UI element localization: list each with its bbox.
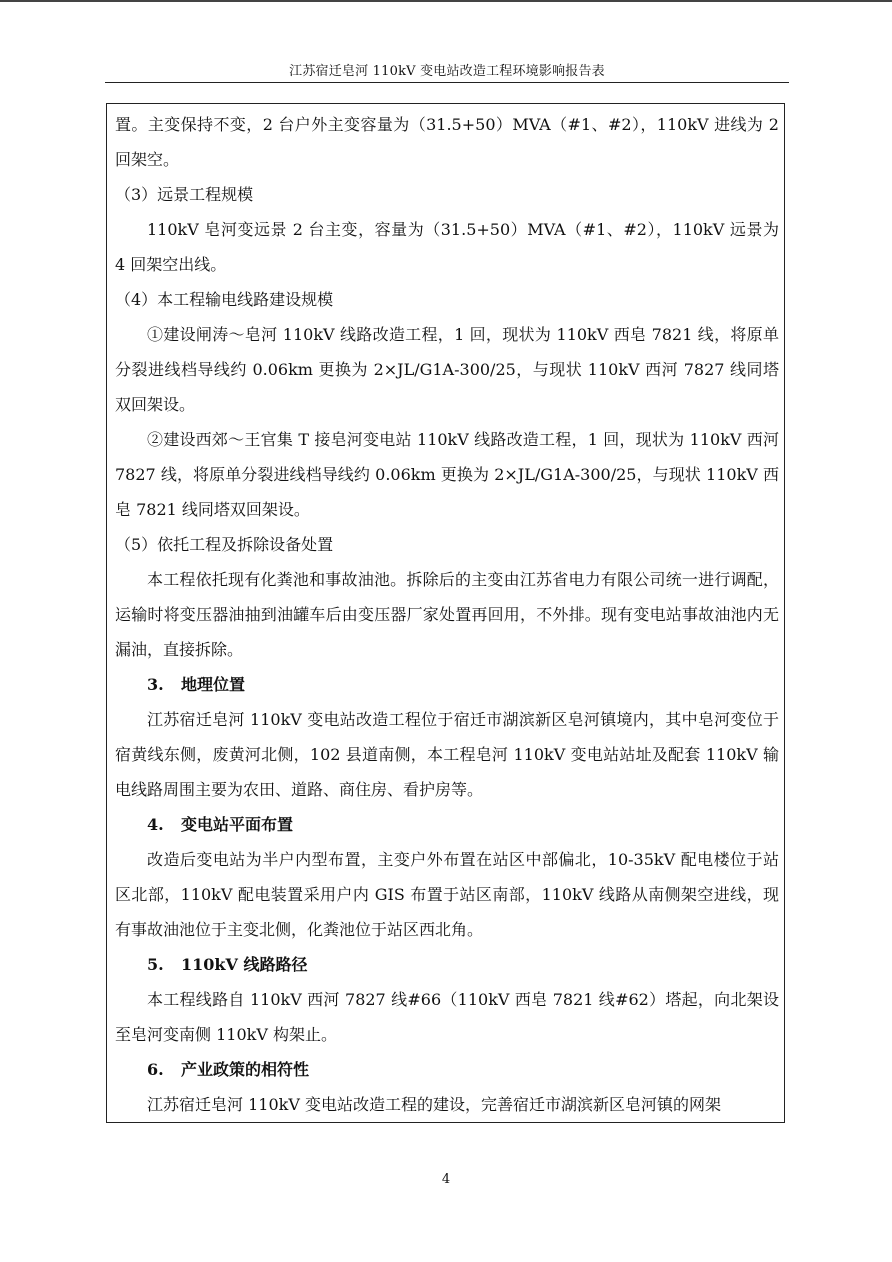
subsection-long-term-scale: （3）远景工程规模 — [115, 185, 254, 204]
section-heading-location — [115, 667, 779, 702]
header-divider — [105, 82, 789, 83]
paragraph-long-term-scale: 110kV 皂河变远景 2 台主变，容量为（31.5+50）MVA（#1、#2），110kV 远景为 4 回架空出线。 — [115, 220, 779, 274]
paragraph-line-item-2: ②建设西郊～王官集 T 接皂河变电站 110kV 线路改造工程，1 回，现状为 110kV 西河 7827 线，将原单分裂进线档导线约 0.06km 更换为 2×JL/G1A-300/25，与现状 110kV 西皂 7821 线同塔双回架设。 — [115, 430, 779, 519]
paragraph-dependency-disposal: 本工程依托现有化粪池和事故油池。拆除后的主变由江苏省电力有限公司统一进行调配，运输时将变压器油抽到油罐车后由变压器厂家处置再回用，不外排。现有变电站事故油池内无漏油，直接拆除。 — [115, 570, 779, 659]
section-title: 110kV 线路路径 — [181, 955, 308, 974]
page-number: 4 — [441, 1172, 451, 1187]
paragraph-policy: 江苏宿迁皂河 110kV 变电站改造工程的建设，完善宿迁市湖滨新区皂河镇的网架 — [147, 1095, 721, 1114]
section-title: 变电站平面布置 — [181, 815, 294, 834]
section-number: 4. — [147, 815, 164, 834]
paragraph-main-transformer: 置。主变保持不变，2 台户外主变容量为（31.5+50）MVA（#1、#2），110kV 进线为 2 回架空。 — [115, 115, 779, 169]
paragraph-line-route: 本工程线路自 110kV 西河 7827 线#66（110kV 西皂 7821 线#62）塔起，向北架设至皂河变南侧 110kV 构架止。 — [115, 990, 779, 1044]
paragraph-location: 江苏宿迁皂河 110kV 变电站改造工程位于宿迁市湖滨新区皂河镇境内，其中皂河变位于宿黄线东侧，废黄河北侧，102 县道南侧，本工程皂河 110kV 变电站站址及配套 110kV 输电线路周围主要为农田、道路、商住房、看护房等。 — [115, 710, 779, 799]
report-header-title: 江苏宿迁皂河 110kV 变电站改造工程环境影响报告表 — [289, 64, 605, 79]
section-number: 3. — [147, 675, 164, 694]
subsection-line-construction: （4）本工程输电线路建设规模 — [115, 290, 334, 309]
section-title: 产业政策的相符性 — [181, 1060, 310, 1079]
subsection-dependency-disposal: （5）依托工程及拆除设备处置 — [115, 535, 334, 554]
section-number: 6. — [147, 1060, 164, 1079]
top-border-line — [0, 0, 892, 2]
paragraph-line-item-1: ①建设闸涛～皂河 110kV 线路改造工程，1 回，现状为 110kV 西皂 7821 线，将原单分裂进线档导线约 0.06km 更换为 2×JL/G1A-300/25，与现状 110kV 西河 7827 线同塔双回架设。 — [115, 325, 779, 414]
section-heading-policy — [115, 1052, 779, 1087]
section-heading-line-route — [115, 947, 779, 982]
report-body — [115, 107, 779, 1122]
section-heading-layout — [115, 807, 779, 842]
section-number: 5. — [147, 955, 164, 974]
section-title: 地理位置 — [181, 675, 246, 694]
paragraph-layout: 改造后变电站为半户内型布置，主变户外布置在站区中部偏北，10-35kV 配电楼位于站区北部，110kV 配电装置采用户内 GIS 布置于站区南部，110kV 线路从南侧架空进线，现有事故油池位于主变北侧，化粪池位于站区西北角。 — [115, 850, 779, 939]
